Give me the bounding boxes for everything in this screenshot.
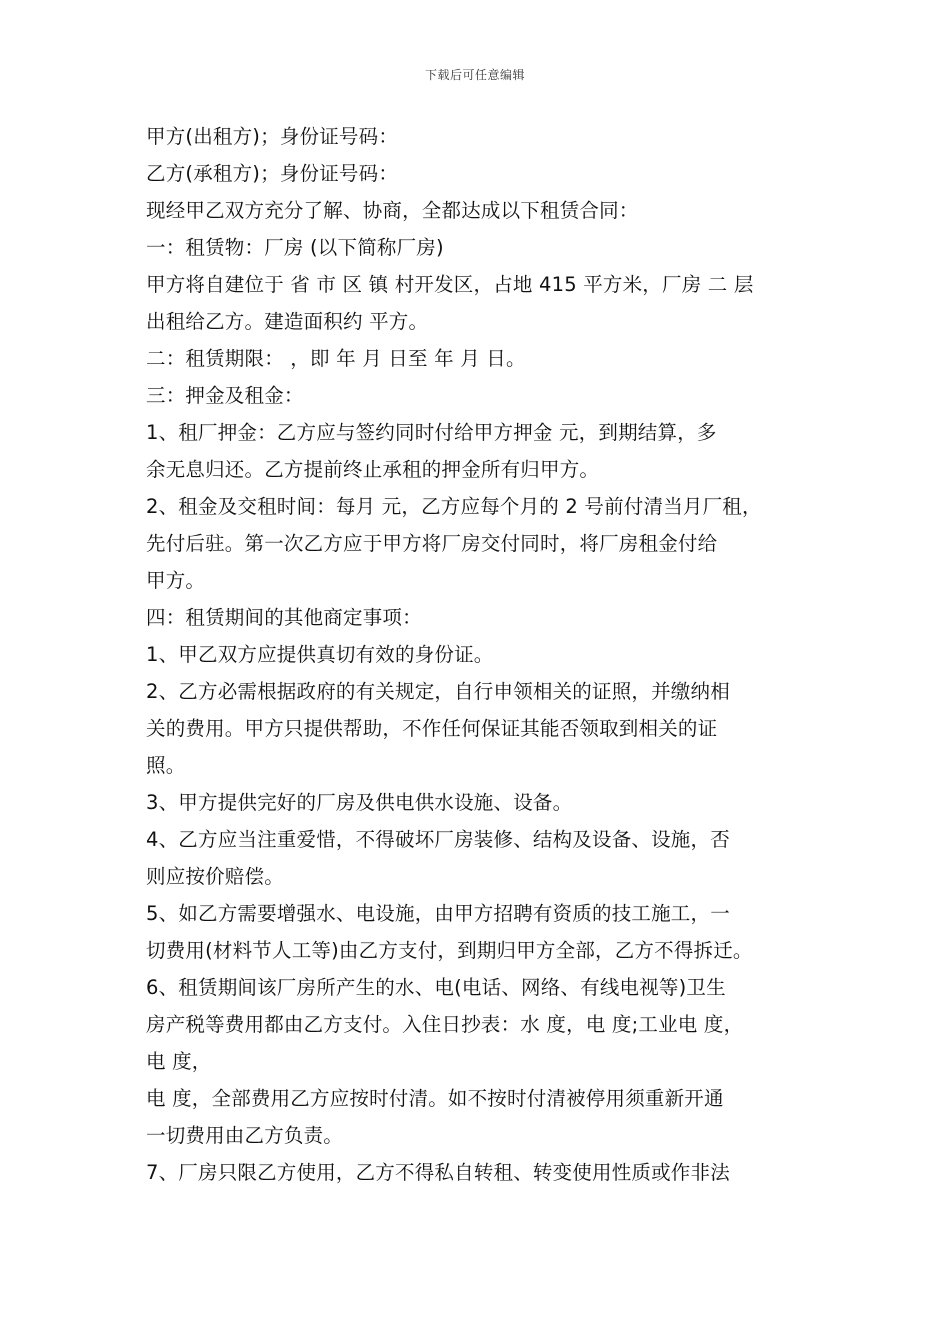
text-line: 一切费用由乙方负责。 xyxy=(146,1124,344,1147)
text-line: 先付后驻。第一次乙方应于甲方将厂房交付同时，将厂房租金付给 xyxy=(146,532,718,555)
contract-body xyxy=(146,118,814,1191)
text-line: 关的费用。甲方只提供帮助，不作任何保证其能否领取到相关的证 xyxy=(146,717,718,740)
text-line: 切费用(材料节人工等)由乙方支付，到期归甲方全部，乙方不得拆迁。 xyxy=(146,939,753,962)
text-line: 三：押金及租金： xyxy=(146,384,304,407)
page-header: 下载后可任意编辑 xyxy=(424,68,525,82)
text-line: 5、如乙方需要增强水、电设施，由甲方招聘有资质的技工施工，一 xyxy=(146,902,730,925)
text-line: 电 度，全部费用乙方应按时付清。如不按时付清被停用须重新开通 xyxy=(146,1087,724,1110)
text-line: 2、乙方必需根据政府的有关规定，自行申领相关的证照，并缴纳相 xyxy=(146,680,730,703)
text-line: 1、甲乙双方应提供真切有效的身份证。 xyxy=(146,643,494,666)
text-line: 则应按价赔偿。 xyxy=(146,865,284,888)
text-line: 1、租厂押金：乙方应与签约同时付给甲方押金 元，到期结算，多 xyxy=(146,421,717,444)
text-line: 余无息归还。乙方提前终止承租的押金所有归甲方。 xyxy=(146,458,600,481)
text-line: 甲方。 xyxy=(146,569,206,592)
text-line: 3、甲方提供完好的厂房及供电供水设施、设备。 xyxy=(146,791,573,814)
text-line: 2、租金及交租时间：每月 元，乙方应每个月的 2 号前付清当月厂租， xyxy=(146,495,762,518)
text-line: 电 度， xyxy=(146,1050,212,1073)
text-line: 一：租赁物：厂房 (以下简称厂房) xyxy=(146,236,444,259)
text-line: 6、租赁期间该厂房所产生的水、电(电话、网络、有线电视等)卫生 xyxy=(146,976,726,999)
text-line: 照。 xyxy=(146,754,186,777)
text-line: 现经甲乙双方充分了解、协商，全都达成以下租赁合同： xyxy=(146,199,639,222)
text-line: 7、厂房只限乙方使用，乙方不得私自转租、转变使用性质或作非法 xyxy=(146,1161,730,1184)
text-line: 房产税等费用都由乙方支付。入住日抄表：水 度，电 度;工业电 度， xyxy=(146,1013,744,1036)
text-line: 四：租赁期间的其他商定事项： xyxy=(146,606,422,629)
text-line: 4、乙方应当注重爱惜，不得破坏厂房装修、结构及设备、设施，否 xyxy=(146,828,730,851)
text-line: 甲方(出租方)；身份证号码： xyxy=(146,125,399,148)
text-line: 甲方将自建位于 省 市 区 镇 村开发区，占地 415 平方米，厂房 二 层 xyxy=(146,273,754,296)
text-line: 二：租赁期限： ，即 年 月 日至 年 月 日。 xyxy=(146,347,526,370)
text-line: 乙方(承租方)；身份证号码： xyxy=(146,162,399,185)
text-line: 出租给乙方。建造面积约 平方。 xyxy=(146,310,429,333)
